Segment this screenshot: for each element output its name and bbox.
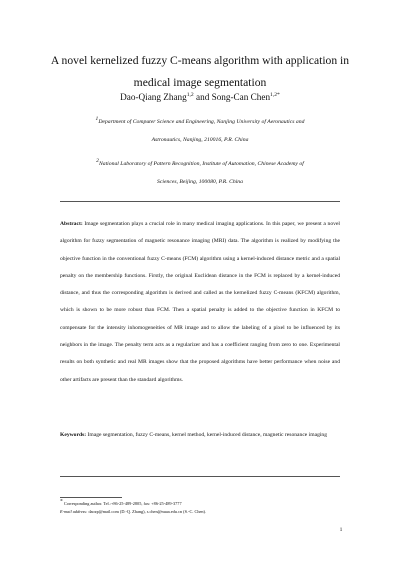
affiliation-1-line-2: Astronautics, Nanjing, 210016, P.R. China [151,137,249,143]
title-line-1: A novel kernelized fuzzy C-means algorithm with application in [50,54,350,67]
affiliation-2-marker: 2 [96,158,99,165]
footnote-marker: * [60,498,63,505]
title-line-2: medical image segmentation [133,76,267,89]
footnote-email-text: daozp@mail.com (D.-Q. Zhang), s.chen@nuaa.edu.cn (S.-C. Chen). [87,508,207,514]
affiliation-2-line-1: National Laboratory of Pattern Recognition, Institute of Automation, Chinese Academy of [98,161,304,167]
author-list [40,92,360,102]
author-1-name: Dao-Qiang Zhang [120,92,187,102]
affiliation-2-line-2: Sciences, Beijing, 100080, P.R. China [157,179,243,185]
footnote-contact-line: Corresponding author. Tel.:+86-25-489-2805, fax: +86-25-489-3777 [62,501,182,506]
keywords-paragraph [60,427,340,445]
page-number: 1 [339,527,343,533]
author-2-name: Song-Can Chen [211,92,271,102]
footnote-divider [60,497,122,498]
paper-title [40,50,360,94]
abstract-label: Abstract: [60,221,83,227]
affiliation-2 [60,155,340,191]
author-2-affiliation-marker: 1,2* [270,91,280,98]
abstract-paragraph [60,216,340,389]
corresponding-author-footnote [60,500,340,515]
affiliation-1 [60,113,340,149]
affiliation-1-marker: 1 [95,116,99,123]
affiliation-1-line-1: Department of Computer Science and Engineering, Nanjing University of Aeronautics and [98,119,305,125]
footnote-email-label: E-mail address: [60,508,88,514]
abstract-top-divider [60,201,340,202]
author-1-affiliation-marker: 1,2 [186,91,194,98]
author-connector: and [193,92,212,102]
abstract-text: Image segmentation plays a crucial role in many medical imaging applications. In this paper, we present a novel algorithm for fuzzy segmentation of magnetic resonance imaging (MRI) data. The algorithm is realized by modifying the objective function in the conventional fuzzy C-means (FCM) algorithm using a kernel-induced distance metric and a spatial penalty on the membership functions. Firstly, the original Euclidean distance in the FCM is replaced by a kernel-induced distance, and thus the corresponding algorithm is derived and called as the kernelized fuzzy C-means (KFCM) algorithm, which is shown to be more robust than FCM. Then a spatial penalty is added to the objective function in KFCM to compensate for the intensity inhomogeneities of MR image and to allow the labeling of a pixel to be influenced by its neighbors in the image. The penalty term acts as a regularizer and has a coefficient ranging from zero to one. Experimental results on both synthetic and real MR images show that the proposed algorithms have better performance when noise and other artifacts are present than the standard algorithms. [60,221,340,383]
keywords-text: Image segmentation, fuzzy C-means, kernel method, kernel-induced distance, magnetic resonance imaging [86,432,328,438]
keywords-label: Keywords: [60,432,87,438]
abstract-bottom-divider [60,476,340,477]
